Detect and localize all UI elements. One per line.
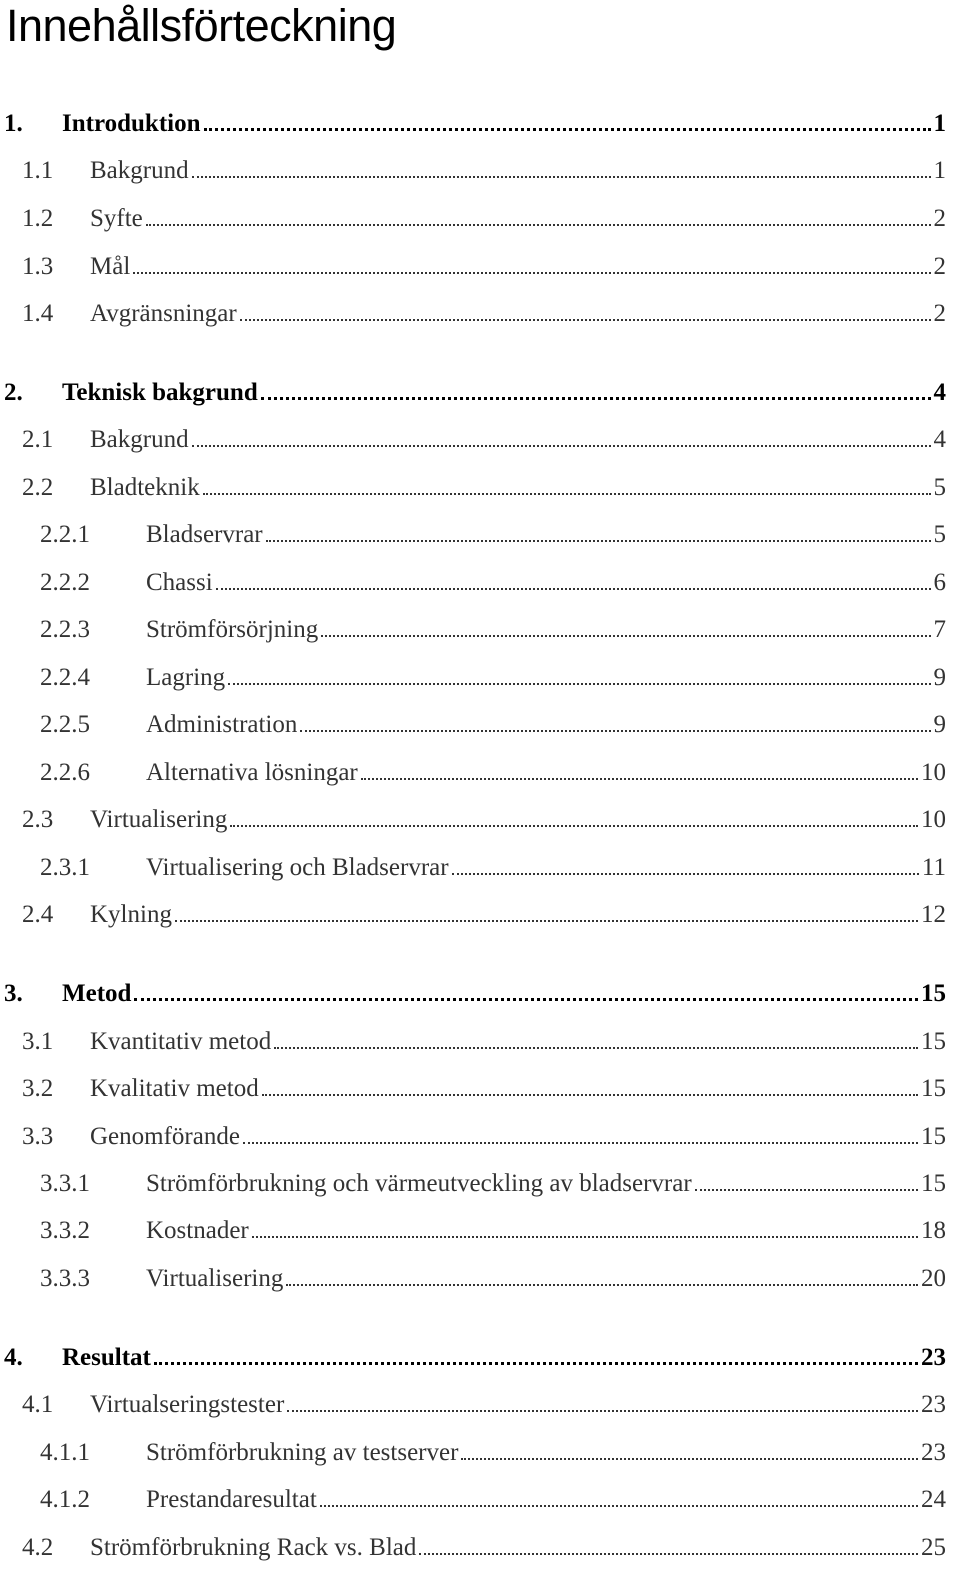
- toc-entry-number: 2.1: [22, 426, 54, 453]
- toc-entry[interactable]: [0, 662, 960, 696]
- toc-entry-number: 2.2.3: [40, 616, 90, 643]
- toc-entry-label: Bladservrar: [146, 521, 263, 548]
- toc-entry-label: Administration: [146, 711, 298, 738]
- toc-entry-label: Avgränsningar: [90, 300, 237, 327]
- toc-entry-number: 2.2.2: [40, 569, 90, 596]
- dot-leader: [192, 176, 931, 178]
- toc-entry-page-number: 7: [933, 616, 946, 643]
- toc-entry[interactable]: [0, 424, 960, 458]
- toc-entry[interactable]: [0, 1168, 960, 1202]
- dot-leader: [287, 1410, 918, 1412]
- toc-entry[interactable]: [0, 377, 960, 411]
- toc-entry-page-number: 15: [921, 980, 946, 1007]
- toc-entry-page-number: 5: [933, 474, 946, 501]
- dot-leader: [230, 825, 918, 827]
- toc-entry-number: 2.2.1: [40, 521, 90, 548]
- dot-leader: [240, 319, 931, 321]
- toc-entry-label: Chassi: [146, 569, 213, 596]
- dot-leader: [261, 397, 931, 400]
- toc-entry-label: Resultat: [62, 1344, 151, 1371]
- toc-entry-label: Bakgrund: [90, 426, 189, 453]
- toc-entry[interactable]: [0, 1263, 960, 1297]
- toc-entry-label: Virtualisering och Bladservrar: [146, 854, 449, 881]
- toc-entry-number: 2.2.4: [40, 664, 90, 691]
- dot-leader: [266, 540, 931, 542]
- toc-entry-label: Syfte: [90, 205, 143, 232]
- toc-entry[interactable]: [0, 852, 960, 886]
- dot-leader: [228, 683, 930, 685]
- toc-entry[interactable]: [0, 251, 960, 285]
- toc-entry-page-number: 9: [933, 664, 946, 691]
- toc-entry[interactable]: [0, 899, 960, 933]
- toc-entry-number: 1.4: [22, 300, 54, 327]
- toc-entry-label: Kvantitativ metod: [90, 1028, 272, 1055]
- toc-entry[interactable]: [0, 108, 960, 142]
- toc-entry-number: 2.: [4, 379, 23, 406]
- toc-entry-number: 2.2.6: [40, 759, 90, 786]
- toc-entry-number: 1.3: [22, 253, 54, 280]
- toc-entry-label: Kvalitativ metod: [90, 1075, 259, 1102]
- dot-leader: [461, 1458, 918, 1460]
- dot-leader: [133, 272, 930, 274]
- toc-entry-page-number: 18: [921, 1217, 946, 1244]
- dot-leader: [252, 1236, 918, 1238]
- toc-entry-page-number: 15: [921, 1170, 946, 1197]
- toc-entry[interactable]: [0, 1121, 960, 1155]
- toc-entry-number: 3.3.1: [40, 1170, 90, 1197]
- toc-entry[interactable]: [0, 1073, 960, 1107]
- toc-entry[interactable]: [0, 1026, 960, 1060]
- toc-entry-page-number: 15: [921, 1123, 946, 1150]
- toc-entry[interactable]: [0, 757, 960, 791]
- toc-entry-number: 4.: [4, 1344, 23, 1371]
- toc-entry-number: 2.3.1: [40, 854, 90, 881]
- toc-entry-number: 3.3.2: [40, 1217, 90, 1244]
- dot-leader: [695, 1189, 918, 1191]
- toc-entry-number: 3.1: [22, 1028, 54, 1055]
- toc-entry-page-number: 20: [921, 1265, 946, 1292]
- toc-entry[interactable]: [0, 298, 960, 332]
- toc-entry-page-number: 5: [933, 521, 946, 548]
- toc-entry-number: 2.3: [22, 806, 54, 833]
- toc-entry-number: 4.1: [22, 1391, 54, 1418]
- toc-entry[interactable]: [0, 804, 960, 838]
- toc-entry-page-number: 1: [933, 157, 946, 184]
- toc-entry-page-number: 6: [933, 569, 946, 596]
- toc-entry[interactable]: [0, 203, 960, 237]
- dot-leader: [134, 998, 918, 1001]
- toc-entry[interactable]: [0, 614, 960, 648]
- dot-leader: [154, 1362, 918, 1365]
- toc-entry-label: Introduktion: [62, 110, 201, 137]
- toc-entry[interactable]: [0, 519, 960, 553]
- dot-leader: [203, 493, 931, 495]
- toc-entry-label: Prestandaresultat: [146, 1486, 317, 1513]
- dot-leader: [300, 730, 930, 732]
- toc-entry[interactable]: [0, 567, 960, 601]
- dot-leader: [262, 1094, 918, 1096]
- page-title: Innehållsförteckning: [6, 0, 397, 51]
- toc-entry-number: 3.3: [22, 1123, 54, 1150]
- toc-entry-page-number: 24: [921, 1486, 946, 1513]
- toc-entry[interactable]: [0, 1532, 960, 1566]
- toc-entry-label: Strömförbrukning Rack vs. Blad: [90, 1534, 417, 1561]
- toc-entry-label: Strömförsörjning: [146, 616, 319, 643]
- dot-leader: [321, 635, 930, 637]
- toc-entry-number: 2.4: [22, 901, 54, 928]
- toc-entry-label: Lagring: [146, 664, 226, 691]
- toc-entry-page-number: 23: [921, 1344, 946, 1371]
- toc-entry-page-number: 15: [921, 1075, 946, 1102]
- toc-entry-label: Bladteknik: [90, 474, 200, 501]
- toc-entry-page-number: 23: [921, 1439, 946, 1466]
- toc-entry-page-number: 4: [933, 426, 946, 453]
- toc-entry-number: 4.1.2: [40, 1486, 90, 1513]
- toc-entry-number: 1.: [4, 110, 23, 137]
- toc-entry-page-number: 2: [933, 205, 946, 232]
- dot-leader: [320, 1505, 918, 1507]
- toc-entry-label: Bakgrund: [90, 157, 189, 184]
- toc-entry-number: 2.2: [22, 474, 54, 501]
- toc-entry-label: Virtualisering: [90, 806, 228, 833]
- toc-entry-page-number: 10: [921, 759, 946, 786]
- toc-entry-page-number: 10: [921, 806, 946, 833]
- toc-entry-label: Genomförande: [90, 1123, 240, 1150]
- toc-entry-number: 1.1: [22, 157, 54, 184]
- toc-entry[interactable]: [0, 1215, 960, 1249]
- toc-entry-label: Kylning: [90, 901, 172, 928]
- toc-entry[interactable]: [0, 709, 960, 743]
- toc-entry-label: Teknisk bakgrund: [62, 379, 258, 406]
- toc-entry-number: 4.2: [22, 1534, 54, 1561]
- toc-entry[interactable]: [0, 1389, 960, 1423]
- dot-leader: [204, 128, 931, 131]
- dot-leader: [175, 920, 918, 922]
- dot-leader: [419, 1553, 918, 1555]
- dot-leader: [286, 1284, 918, 1286]
- toc-entry-page-number: 1: [933, 110, 946, 137]
- toc-entry-page-number: 12: [921, 901, 946, 928]
- toc-entry-label: Kostnader: [146, 1217, 249, 1244]
- toc-entry[interactable]: [0, 472, 960, 506]
- toc-entry[interactable]: [0, 1484, 960, 1518]
- dot-leader: [274, 1047, 918, 1049]
- toc-entry-label: Alternativa lösningar: [146, 759, 358, 786]
- toc-entry-number: 2.2.5: [40, 711, 90, 738]
- toc-entry-page-number: 23: [921, 1391, 946, 1418]
- toc-entry-number: 3.2: [22, 1075, 54, 1102]
- dot-leader: [146, 224, 931, 226]
- toc-entry-number: 3.3.3: [40, 1265, 90, 1292]
- dot-leader: [216, 588, 931, 590]
- toc-entry[interactable]: [0, 978, 960, 1012]
- dot-leader: [452, 873, 919, 875]
- dot-leader: [243, 1142, 918, 1144]
- toc-entry-label: Virtualisering: [146, 1265, 284, 1292]
- toc-entry-label: Metod: [62, 980, 132, 1007]
- toc-entry[interactable]: [0, 1437, 960, 1471]
- toc-entry[interactable]: [0, 1342, 960, 1376]
- toc-entry-number: 1.2: [22, 205, 54, 232]
- toc-entry-number: 4.1.1: [40, 1439, 90, 1466]
- toc-entry-page-number: 25: [921, 1534, 946, 1561]
- dot-leader: [361, 778, 918, 780]
- toc-entry-page-number: 11: [921, 854, 946, 881]
- toc-entry-page-number: 15: [921, 1028, 946, 1055]
- toc-entry-label: Strömförbrukning av testserver: [146, 1439, 459, 1466]
- toc-entry-page-number: 2: [933, 300, 946, 327]
- toc-entry-label: Mål: [90, 253, 131, 280]
- toc-entry-page-number: 2: [933, 253, 946, 280]
- toc-entry-number: 3.: [4, 980, 23, 1007]
- toc-entry-label: Strömförbrukning och värmeutveckling av bladservrar: [146, 1170, 692, 1197]
- toc-entry[interactable]: [0, 155, 960, 189]
- toc-entry-page-number: 9: [933, 711, 946, 738]
- toc-entry-page-number: 4: [933, 379, 946, 406]
- toc-entry-label: Virtualseringstester: [90, 1391, 285, 1418]
- dot-leader: [192, 445, 931, 447]
